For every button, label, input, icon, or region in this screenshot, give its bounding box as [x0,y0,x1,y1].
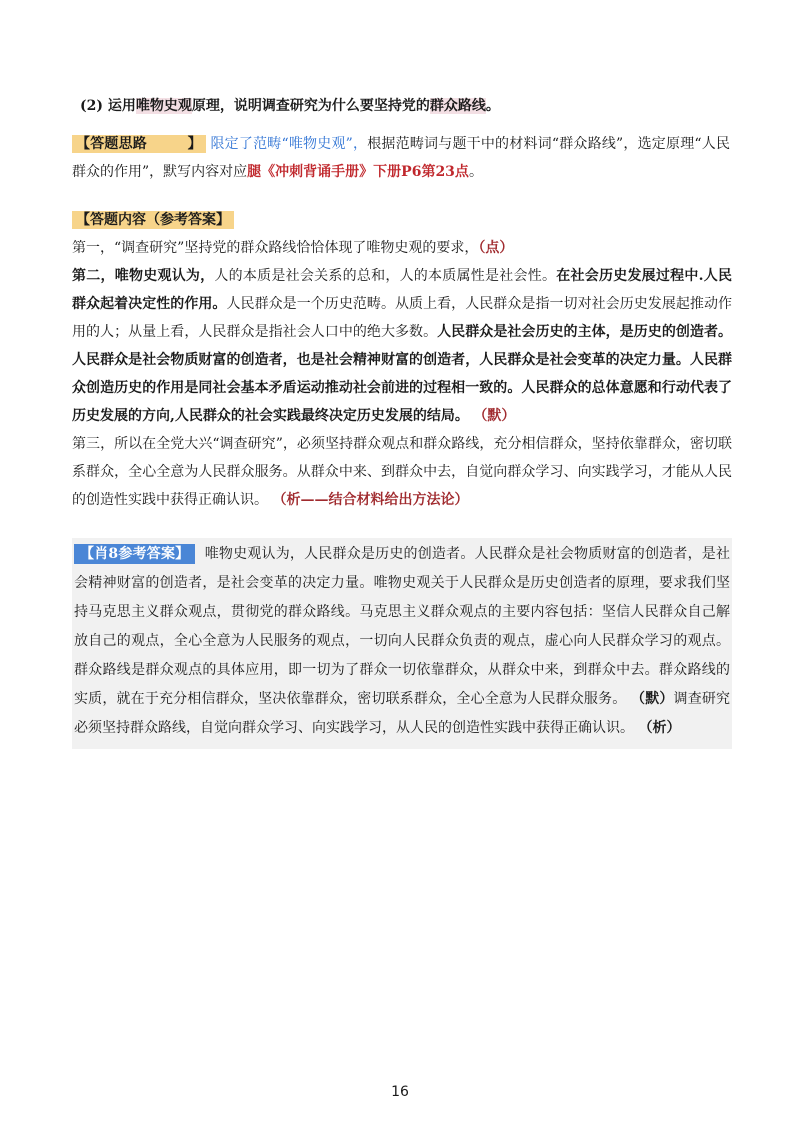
reference-note-analyze: （析） [638,720,681,736]
reference-text-a: 唯物史观认为，人民群众是历史的创造者。人民群众是社会物质财富的创造者，是社会精神财富的创造者，是社会变革的决定力量。唯物史观关于人民群众是历史创造者的原理，要求我们坚持马克思主义群众观点，贯彻党的群众路线。马克思主义群众观点的主要内容包括：坚信人民群众自己解放自己的观点，全心全意为人民服务的观点，一切向人民群众负责的观点，虚心向人民群众学习的观点。群众路线是群众观点的具体应用，即一切为了群众一切依靠群众，从群众中来，到群众中去。群众路线的实质，就在于充分相信群众，坚决依靠群众，密切联系群众，全心全意为人民群众服务。 [74,546,730,707]
question-line [80,94,740,118]
approach-end: 。 [468,164,483,180]
reference-tag: 【肖8参考答案】 [74,544,195,564]
answer-point-3-note: （析——结合材料给出方法论） [272,492,469,508]
answer-point-2-text-b: 人民群众是一个历史范畴。从质上看，人民群众是指一切对社会历史发展起推动作用的人；从量上看，人民群众是指社会人口中的绝大多数。 [72,296,733,340]
answer-point-2-text-a: 人的本质是社会关系的总和，人的本质属性是社会性。 [214,268,557,284]
answer-point-1 [72,234,732,262]
reference-text-b: 调查研究必须坚持群众路线，自觉向群众学习、向实践学习，从人民的创造性实践中获得正确认识。 [74,691,731,736]
keyword-highlight-materialism: 唯物史观 [135,98,192,114]
answer-point-2-bold-b: 人民群众是社会历史的主体，是历史的创造者。人民群众是社会物质财富的创造者，也是社会精神财富的创造者，人民群众是社会变革的决定力量。人民群众创造历史的作用是同社会基本矛盾运动推动社会前进的过程相一致的。人民群众的总体意愿和行动代表了历史发展的方向,人民群众的社会实践最终决定历史发展的结局。 [72,324,733,424]
approach-tag: 【答题思路 】 [72,135,206,153]
answer-point-1-note: （点） [478,240,514,256]
approach-handbook-ref: 腿《冲刺背诵手册》下册P6第23点 [247,164,469,180]
answer-point-3 [72,430,732,514]
answer-approach [72,130,730,186]
answer-content [72,234,732,514]
answer-point-2-lead: 第二，唯物史观认为， [72,268,215,284]
answer-title [72,208,732,232]
approach-text: 根据范畴词与题干中的材料词“群众路线”，选定原理“人民群众的作用”，默写内容对应 [72,136,730,180]
answer-point-1-text: 第一，“调查研究”坚持党的群众路线恰恰体现了唯物史观的要求， [72,240,479,256]
answer-point-2-note: （默） [473,408,516,424]
answer-point-2-bold-a: 在社会历史发展过程中.人民群众起着决定性的作用。 [72,268,733,312]
question-number: (2) 运用 [80,98,136,114]
reference-answer-box [72,538,732,749]
keyword-highlight-mass-line: 群众路线 [429,98,486,114]
answer-point-2 [72,262,732,430]
question-end: 。 [485,98,500,114]
page-number: 16 [391,1084,409,1100]
reference-answer-text [74,540,730,743]
answer-point-3-text: 第三，所以在全党大兴“调查研究”，必须坚持群众观点和群众路线，充分相信群众，坚持依靠群众，密切联系群众，全心全意为人民群众服务。从群众中来、到群众中去，自觉向群众学习、向实践学习，才能从人民的创造性实践中获得正确认识。 [72,436,732,508]
reference-note-recite: （默） [631,691,674,707]
question-text: 原理，说明调查研究为什么要坚持党的 [191,98,430,114]
approach-scope-note: 限定了范畴“唯物史观”， [210,136,368,152]
answer-tag: 【答题内容（参考答案】 [72,211,234,229]
